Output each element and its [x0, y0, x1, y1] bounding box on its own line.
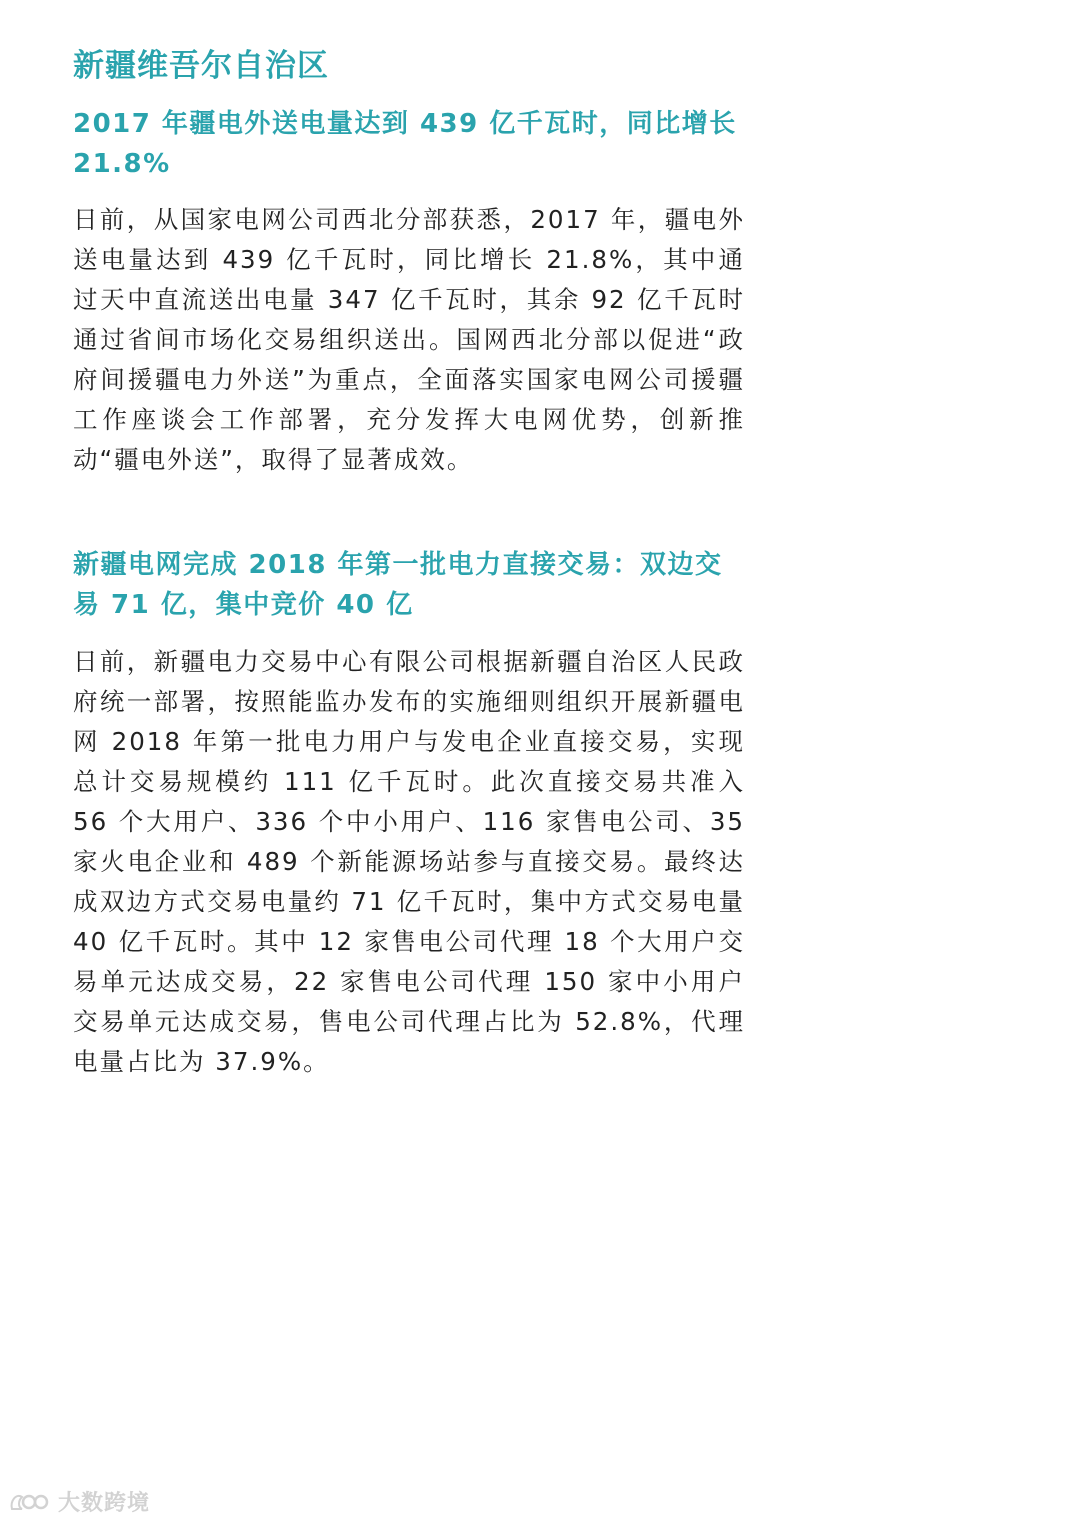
article-headline: 新疆电网完成 2018 年第一批电力直接交易：双边交易 71 亿，集中竞价 40 亿	[73, 550, 723, 620]
document-page	[73, 44, 745, 1082]
article-1	[73, 104, 745, 480]
article-body: 日前，新疆电力交易中心有限公司根据新疆自治区人民政府统一部署，按照能监办发布的实施细则组织开展新疆电网 2018 年第一批电力用户与发电企业直接交易，实现总计交易规模约 111 亿千瓦时。此次直接交易共准入 56 个大用户、336 个中小用户、116 家售电公司、35 家火电企业和 489 个新能源场站参与直接交易。最终达成双边方式交易电量约 71 亿千瓦时，集中方式交易电量 40 亿千瓦时。其中 12 家售电公司代理 18 个大用户交易单元达成交易，22 家售电公司代理 150 家中小用户交易单元达成交易，售电公司代理占比为 52.8%，代理电量占比为 37.9%。	[73, 647, 745, 1076]
article-2	[73, 545, 745, 1082]
watermark-logo-icon	[8, 1487, 52, 1515]
watermark	[8, 1484, 150, 1518]
article-body: 日前，从国家电网公司西北分部获悉，2017 年，疆电外送电量达到 439 亿千瓦时，同比增长 21.8%，其中通过天中直流送出电量 347 亿千瓦时，其余 92 亿千瓦时通过省间市场化交易组织送出。国网西北分部以促进“政府间援疆电力外送”为重点，全面落实国家电网公司援疆工作座谈会工作部署，充分发挥大电网优势，创新推动“疆电外送”，取得了显著成效。	[73, 205, 745, 474]
watermark-text: 大数跨境	[58, 1490, 151, 1516]
article-headline: 2017 年疆电外送电量达到 439 亿千瓦时，同比增长 21.8%	[73, 109, 737, 179]
region-title: 新疆维吾尔自治区	[73, 48, 329, 84]
